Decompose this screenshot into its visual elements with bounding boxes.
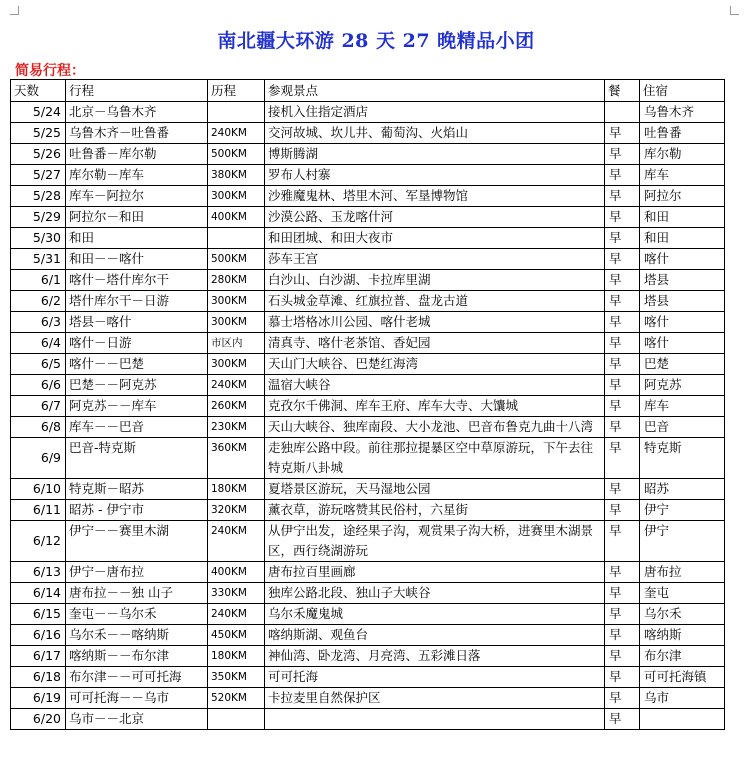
cell-meal: 早 bbox=[605, 228, 640, 249]
cell-meal: 早 bbox=[605, 354, 640, 375]
cell-route: 库车－－巴音 bbox=[66, 417, 208, 438]
table-row bbox=[11, 207, 725, 228]
cell-distance: 280KM bbox=[208, 270, 265, 291]
cell-meal: 早 bbox=[605, 249, 640, 270]
cell-route: 和田 bbox=[66, 228, 208, 249]
cell-day: 6/17 bbox=[11, 646, 66, 667]
column-header-day: 天数 bbox=[11, 80, 66, 102]
cell-day: 6/1 bbox=[11, 270, 66, 291]
table-row bbox=[11, 249, 725, 270]
table-row bbox=[11, 144, 725, 165]
cell-day: 6/16 bbox=[11, 625, 66, 646]
table-row bbox=[11, 688, 725, 709]
cell-sights: 卡拉麦里自然保护区 bbox=[265, 688, 605, 709]
cell-meal: 早 bbox=[605, 312, 640, 333]
cell-day: 6/19 bbox=[11, 688, 66, 709]
table-row bbox=[11, 562, 725, 583]
table-header-row bbox=[11, 80, 725, 102]
cell-sights: 接机入住指定酒店 bbox=[265, 102, 605, 123]
cell-day: 6/7 bbox=[11, 396, 66, 417]
cell-meal: 早 bbox=[605, 583, 640, 604]
cell-meal: 早 bbox=[605, 165, 640, 186]
cell-stay: 阿拉尔 bbox=[640, 186, 725, 207]
cell-route: 塔县－喀什 bbox=[66, 312, 208, 333]
cell-stay: 塔县 bbox=[640, 291, 725, 312]
cell-distance bbox=[208, 709, 265, 730]
cell-sights: 博斯腾湖 bbox=[265, 144, 605, 165]
cell-day: 6/3 bbox=[11, 312, 66, 333]
cell-distance: 300KM bbox=[208, 291, 265, 312]
cell-sights: 薰衣草，游玩喀赞其民俗村，六星街 bbox=[265, 500, 605, 521]
cell-distance: 240KM bbox=[208, 375, 265, 396]
cell-sights: 独库公路北段、独山子大峡谷 bbox=[265, 583, 605, 604]
cell-sights: 乌尔禾魔鬼城 bbox=[265, 604, 605, 625]
cell-distance: 400KM bbox=[208, 562, 265, 583]
table-row bbox=[11, 583, 725, 604]
cell-distance: 300KM bbox=[208, 186, 265, 207]
cell-stay: 库车 bbox=[640, 165, 725, 186]
cell-meal: 早 bbox=[605, 709, 640, 730]
cell-sights: 唐布拉百里画廊 bbox=[265, 562, 605, 583]
cell-route: 和田－－喀什 bbox=[66, 249, 208, 270]
cell-route: 阿拉尔－和田 bbox=[66, 207, 208, 228]
cell-stay: 阿克苏 bbox=[640, 375, 725, 396]
cell-route: 昭苏 - 伊宁市 bbox=[66, 500, 208, 521]
table-row bbox=[11, 312, 725, 333]
cell-meal: 早 bbox=[605, 625, 640, 646]
corner-crop-mark-left bbox=[10, 6, 19, 15]
cell-route: 库车－阿拉尔 bbox=[66, 186, 208, 207]
cell-route: 库尔勒－库车 bbox=[66, 165, 208, 186]
document-title: 南北疆大环游 28 天 27 晚精品小团 bbox=[217, 30, 535, 52]
cell-distance: 230KM bbox=[208, 417, 265, 438]
cell-stay: 喀纳斯 bbox=[640, 625, 725, 646]
cell-distance: 330KM bbox=[208, 583, 265, 604]
table-row bbox=[11, 375, 725, 396]
cell-meal: 早 bbox=[605, 123, 640, 144]
cell-route: 巴楚－－阿克苏 bbox=[66, 375, 208, 396]
cell-day: 5/27 bbox=[11, 165, 66, 186]
cell-stay: 乌鲁木齐 bbox=[640, 102, 725, 123]
table-row bbox=[11, 521, 725, 562]
cell-day: 6/4 bbox=[11, 333, 66, 354]
table-row bbox=[11, 500, 725, 521]
table-row bbox=[11, 102, 725, 123]
cell-route: 唐布拉－－独 山子 bbox=[66, 583, 208, 604]
cell-distance: 260KM bbox=[208, 396, 265, 417]
cell-day: 5/31 bbox=[11, 249, 66, 270]
cell-stay: 奎屯 bbox=[640, 583, 725, 604]
cell-stay: 喀什 bbox=[640, 249, 725, 270]
cell-sights: 沙雅魔鬼林、塔里木河、军垦博物馆 bbox=[265, 186, 605, 207]
cell-stay: 库尔勒 bbox=[640, 144, 725, 165]
cell-sights: 温宿大峡谷 bbox=[265, 375, 605, 396]
cell-sights: 交河故城、坎儿井、葡萄沟、火焰山 bbox=[265, 123, 605, 144]
cell-route: 喀纳斯－－布尔津 bbox=[66, 646, 208, 667]
column-header-distance: 历程 bbox=[208, 80, 265, 102]
cell-distance: 520KM bbox=[208, 688, 265, 709]
cell-distance: 300KM bbox=[208, 312, 265, 333]
cell-day: 6/9 bbox=[11, 438, 66, 479]
table-row bbox=[11, 186, 725, 207]
cell-stay: 伊宁 bbox=[640, 500, 725, 521]
cell-route: 喀什－日游 bbox=[66, 333, 208, 354]
cell-day: 6/15 bbox=[11, 604, 66, 625]
cell-day: 5/28 bbox=[11, 186, 66, 207]
cell-distance: 240KM bbox=[208, 604, 265, 625]
cell-stay: 和田 bbox=[640, 207, 725, 228]
cell-route: 北京－乌鲁木齐 bbox=[66, 102, 208, 123]
cell-distance bbox=[208, 228, 265, 249]
table-row bbox=[11, 291, 725, 312]
cell-day: 5/25 bbox=[11, 123, 66, 144]
cell-day: 5/29 bbox=[11, 207, 66, 228]
cell-sights: 从伊宁出发，途经果子沟，观赏果子沟大桥，进赛里木湖景区，西行绕湖游玩 bbox=[265, 521, 605, 562]
cell-sights: 喀纳斯湖、观鱼台 bbox=[265, 625, 605, 646]
itinerary-table bbox=[10, 79, 725, 730]
cell-distance: 300KM bbox=[208, 354, 265, 375]
table-row bbox=[11, 165, 725, 186]
cell-meal bbox=[605, 102, 640, 123]
cell-stay: 吐鲁番 bbox=[640, 123, 725, 144]
cell-day: 6/10 bbox=[11, 479, 66, 500]
cell-meal: 早 bbox=[605, 207, 640, 228]
cell-meal: 早 bbox=[605, 500, 640, 521]
cell-meal: 早 bbox=[605, 646, 640, 667]
cell-sights: 和田团城、和田大夜市 bbox=[265, 228, 605, 249]
cell-day: 6/6 bbox=[11, 375, 66, 396]
cell-stay: 塔县 bbox=[640, 270, 725, 291]
cell-meal: 早 bbox=[605, 291, 640, 312]
table-row bbox=[11, 354, 725, 375]
cell-distance: 400KM bbox=[208, 207, 265, 228]
cell-sights: 罗布人村寨 bbox=[265, 165, 605, 186]
cell-stay: 伊宁 bbox=[640, 521, 725, 562]
cell-day: 6/18 bbox=[11, 667, 66, 688]
table-row bbox=[11, 228, 725, 249]
cell-meal: 早 bbox=[605, 438, 640, 479]
table-row bbox=[11, 646, 725, 667]
cell-stay: 唐布拉 bbox=[640, 562, 725, 583]
cell-day: 6/2 bbox=[11, 291, 66, 312]
cell-route: 伊宁－－赛里木湖 bbox=[66, 521, 208, 562]
cell-route: 伊宁－唐布拉 bbox=[66, 562, 208, 583]
table-row bbox=[11, 417, 725, 438]
cell-sights: 白沙山、白沙湖、卡拉库里湖 bbox=[265, 270, 605, 291]
cell-distance: 350KM bbox=[208, 667, 265, 688]
cell-day: 6/8 bbox=[11, 417, 66, 438]
cell-distance: 市区内 bbox=[208, 333, 265, 354]
cell-meal: 早 bbox=[605, 667, 640, 688]
cell-day: 5/26 bbox=[11, 144, 66, 165]
cell-stay: 和田 bbox=[640, 228, 725, 249]
cell-stay: 喀什 bbox=[640, 312, 725, 333]
table-row bbox=[11, 625, 725, 646]
cell-day: 6/20 bbox=[11, 709, 66, 730]
cell-sights: 可可托海 bbox=[265, 667, 605, 688]
cell-route: 塔什库尔干－日游 bbox=[66, 291, 208, 312]
cell-stay: 乌市 bbox=[640, 688, 725, 709]
cell-route: 乌市－－北京 bbox=[66, 709, 208, 730]
table-row bbox=[11, 709, 725, 730]
cell-meal: 早 bbox=[605, 396, 640, 417]
cell-stay: 昭苏 bbox=[640, 479, 725, 500]
cell-stay: 特克斯 bbox=[640, 438, 725, 479]
cell-meal: 早 bbox=[605, 688, 640, 709]
cell-day: 6/5 bbox=[11, 354, 66, 375]
cell-sights: 石头城金草滩、红旗拉普、盘龙古道 bbox=[265, 291, 605, 312]
cell-day: 6/11 bbox=[11, 500, 66, 521]
cell-meal: 早 bbox=[605, 521, 640, 562]
cell-meal: 早 bbox=[605, 562, 640, 583]
cell-sights: 天山大峡谷、独库南段、大小龙池、巴音布鲁克九曲十八湾 bbox=[265, 417, 605, 438]
cell-route: 乌尔禾－－喀纳斯 bbox=[66, 625, 208, 646]
cell-distance: 500KM bbox=[208, 144, 265, 165]
cell-sights bbox=[265, 709, 605, 730]
cell-sights: 神仙湾、卧龙湾、月亮湾、五彩滩日落 bbox=[265, 646, 605, 667]
cell-distance: 240KM bbox=[208, 521, 265, 562]
cell-route: 喀什－塔什库尔干 bbox=[66, 270, 208, 291]
cell-stay: 巴楚 bbox=[640, 354, 725, 375]
column-header-sights: 参观景点 bbox=[265, 80, 605, 102]
cell-stay: 喀什 bbox=[640, 333, 725, 354]
table-row bbox=[11, 479, 725, 500]
cell-meal: 早 bbox=[605, 375, 640, 396]
cell-stay bbox=[640, 709, 725, 730]
cell-meal: 早 bbox=[605, 270, 640, 291]
cell-route: 布尔津－－可可托海 bbox=[66, 667, 208, 688]
table-row bbox=[11, 667, 725, 688]
cell-day: 6/14 bbox=[11, 583, 66, 604]
cell-sights: 走独库公路中段。前往那拉提暴区空中草原游玩，下午去往特克斯八卦城 bbox=[265, 438, 605, 479]
cell-stay: 乌尔禾 bbox=[640, 604, 725, 625]
cell-sights: 天山门大峡谷、巴楚红海湾 bbox=[265, 354, 605, 375]
cell-route: 巴音-特克斯 bbox=[66, 438, 208, 479]
cell-meal: 早 bbox=[605, 186, 640, 207]
cell-stay: 布尔津 bbox=[640, 646, 725, 667]
cell-distance: 180KM bbox=[208, 646, 265, 667]
cell-sights: 克孜尔千佛洞、库车王府、库车大寺、大馕城 bbox=[265, 396, 605, 417]
corner-crop-mark-right bbox=[730, 6, 739, 15]
table-row bbox=[11, 270, 725, 291]
cell-day: 6/12 bbox=[11, 521, 66, 562]
column-header-meal: 餐 bbox=[605, 80, 640, 102]
cell-meal: 早 bbox=[605, 333, 640, 354]
cell-route: 乌鲁木齐－吐鲁番 bbox=[66, 123, 208, 144]
cell-sights: 清真寺、喀什老茶馆、香妃园 bbox=[265, 333, 605, 354]
cell-route: 特克斯－昭苏 bbox=[66, 479, 208, 500]
cell-route: 吐鲁番－库尔勒 bbox=[66, 144, 208, 165]
section-heading: 简易行程： bbox=[15, 63, 85, 79]
column-header-route: 行程 bbox=[66, 80, 208, 102]
cell-distance: 320KM bbox=[208, 500, 265, 521]
cell-route: 可可托海－－乌市 bbox=[66, 688, 208, 709]
table-row bbox=[11, 438, 725, 479]
cell-meal: 早 bbox=[605, 417, 640, 438]
table-row bbox=[11, 604, 725, 625]
cell-sights: 夏塔景区游玩，天马湿地公园 bbox=[265, 479, 605, 500]
cell-sights: 莎车王宫 bbox=[265, 249, 605, 270]
table-row bbox=[11, 333, 725, 354]
cell-route: 阿克苏－－库车 bbox=[66, 396, 208, 417]
cell-day: 5/24 bbox=[11, 102, 66, 123]
cell-distance bbox=[208, 102, 265, 123]
cell-route: 喀什－－巴楚 bbox=[66, 354, 208, 375]
cell-day: 5/30 bbox=[11, 228, 66, 249]
table-row bbox=[11, 123, 725, 144]
cell-distance: 450KM bbox=[208, 625, 265, 646]
cell-distance: 240KM bbox=[208, 123, 265, 144]
cell-meal: 早 bbox=[605, 144, 640, 165]
cell-distance: 360KM bbox=[208, 438, 265, 479]
cell-sights: 慕士塔格冰川公园、喀什老城 bbox=[265, 312, 605, 333]
cell-stay: 可可托海镇 bbox=[640, 667, 725, 688]
column-header-stay: 住宿 bbox=[640, 80, 725, 102]
cell-sights: 沙漠公路、玉龙喀什河 bbox=[265, 207, 605, 228]
cell-stay: 巴音 bbox=[640, 417, 725, 438]
cell-meal: 早 bbox=[605, 604, 640, 625]
cell-distance: 380KM bbox=[208, 165, 265, 186]
cell-distance: 180KM bbox=[208, 479, 265, 500]
cell-stay: 库车 bbox=[640, 396, 725, 417]
table-row bbox=[11, 396, 725, 417]
cell-distance: 500KM bbox=[208, 249, 265, 270]
cell-day: 6/13 bbox=[11, 562, 66, 583]
cell-route: 奎屯－－乌尔禾 bbox=[66, 604, 208, 625]
cell-meal: 早 bbox=[605, 479, 640, 500]
